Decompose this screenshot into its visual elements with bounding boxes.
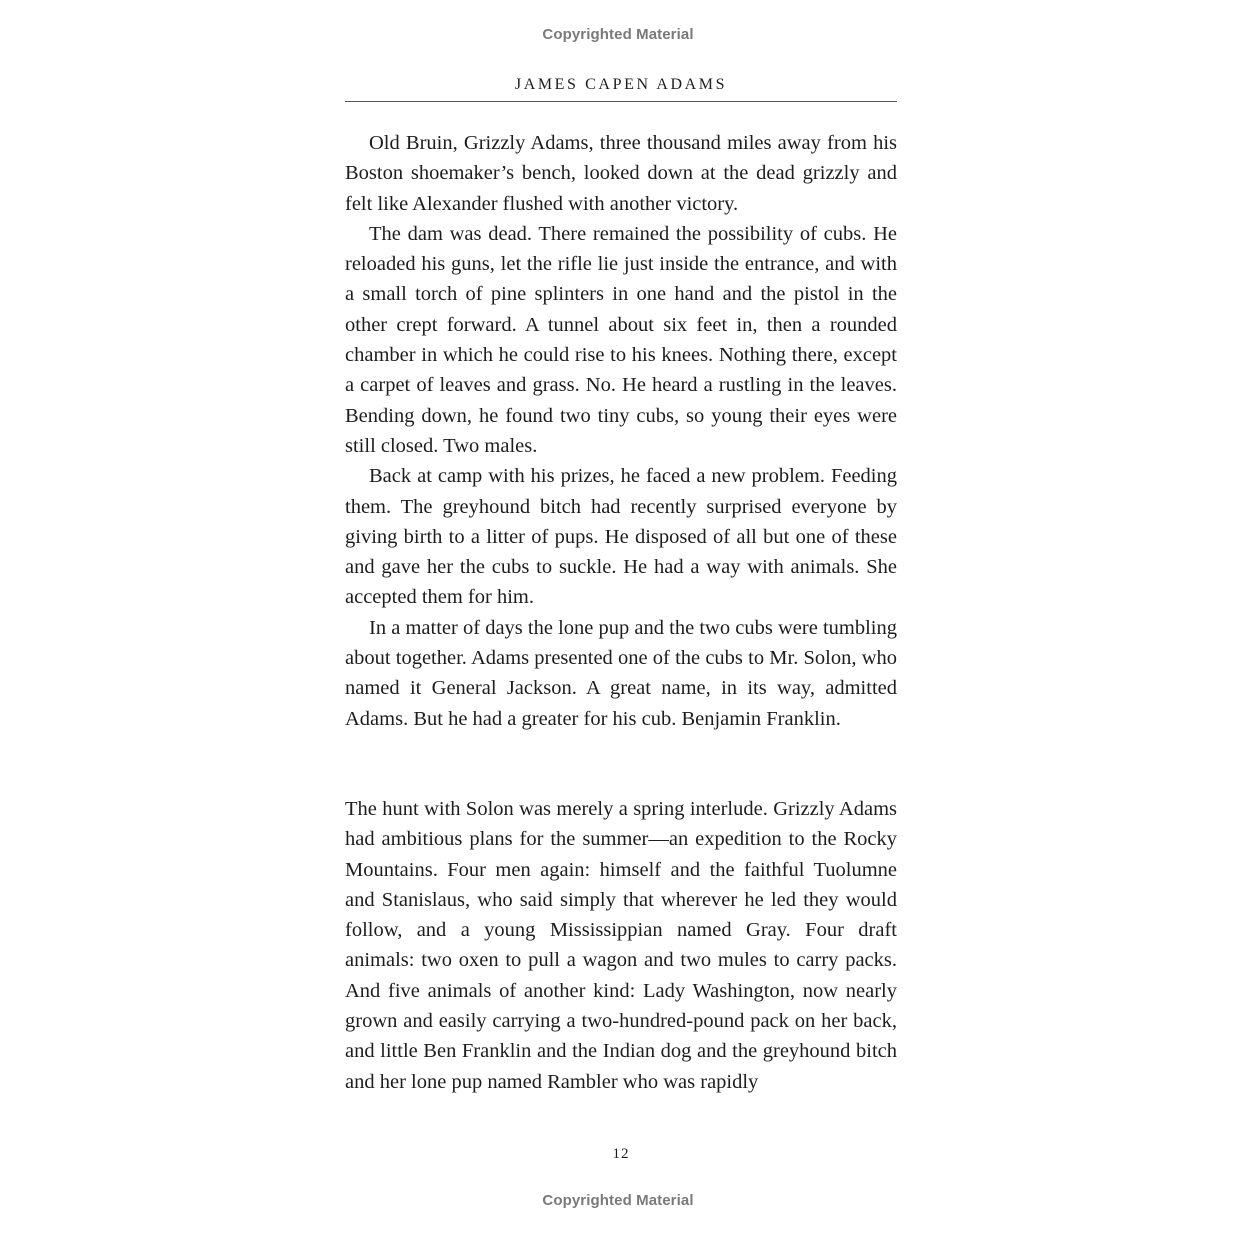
paragraph: Back at camp with his prizes, he faced a new problem. Feeding them. The greyhound bitch had recently surprised everyone by giving birth to a litter of pups. He disposed of all but one of these and gave her the cubs to suckle. He had a way with animals. She accepted them for him. [345, 465, 897, 609]
copyright-watermark-top: Copyrighted Material [542, 26, 694, 43]
paragraph: Old Bruin, Grizzly Adams, three thousand miles away from his Boston shoemaker’s bench, looked down at the dead grizzly and felt like Alexander flushed with another victory. [345, 132, 897, 215]
paragraph: In a matter of days the lone pup and the two cubs were tumbling about together. Adams presented one of the cubs to Mr. Solon, who named it General Jackson. A great name, in its way, admitted Adams. But he had a greater for his cub. Benjamin Franklin. [345, 616, 897, 730]
page-number: 12 [612, 1146, 630, 1162]
running-head: JAMES CAPEN ADAMS [514, 76, 728, 93]
running-head-rule [345, 101, 897, 102]
copyright-watermark-bottom: Copyrighted Material [542, 1192, 694, 1209]
paragraph: The dam was dead. There remained the possibility of cubs. He reloaded his guns, let the rifle lie just inside the entrance, and with a small torch of pine splinters in one hand and the pistol in the other crept forward. A tunnel about six feet in, then a rounded chamber in which he could rise to his knees. Nothing there, except a carpet of leaves and grass. No. He heard a rustling in the leaves. Bending down, he found two tiny cubs, so young their eyes were still closed. Two males. [345, 222, 897, 457]
body-text-section-2 [345, 794, 897, 1097]
paragraph: The hunt with Solon was merely a spring interlude. Grizzly Adams had ambitious plans for the summer—an expedition to the Rocky Mountains. Four men again: himself and the faithful Tuolumne and Stanislaus, who said simply that wherever he led they would follow, and a young Mississippian named Gray. Four draft animals: two oxen to pull a wagon and two mules to carry packs. And five animals of another kind: Lady Washington, now nearly grown and easily carrying a two-hundred-pound pack on her back, and little Ben Franklin and the Indian dog and the greyhound bitch and her lone pup named Rambler who was rapidly [345, 798, 897, 1093]
body-text-section-1 [345, 128, 897, 734]
